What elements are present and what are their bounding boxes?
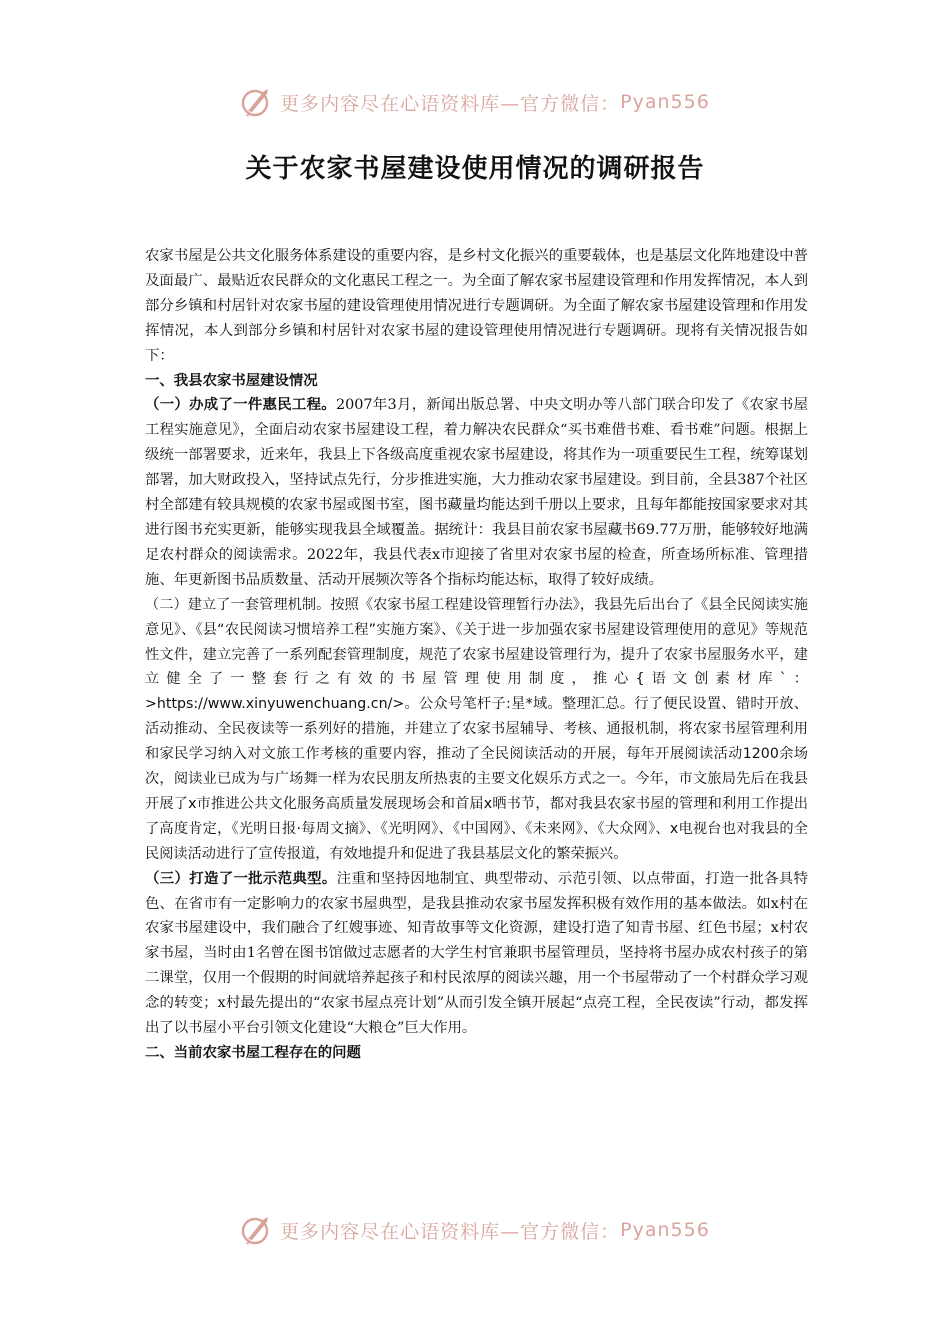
page-title: 关于农家书屋建设使用情况的调研报告 bbox=[245, 154, 705, 184]
section-2-heading: 二、当前农家书屋工程存在的问题 bbox=[145, 1045, 361, 1061]
banner-text: 更多内容尽在心语资料库—官方微信： bbox=[280, 1220, 621, 1243]
intro-paragraph: 农家书屋是公共文化服务体系建设的重要内容，是乡村文化振兴的重要载体，也是基层文化阵地建设中普及面最广、最贴近农民群众的文化惠民工程之一。为全面了解农家书屋建设管理和作用发挥情况，本人到部分乡镇和村居针对农家书屋的建设管理使用情况进行专题调研。为全面了解农家书屋建设管理和作用发挥情况，本人到部分乡镇和村居针对农家书屋的建设管理使用情况进行专题调研。现将有关情况报告如下： bbox=[145, 248, 808, 364]
section-1-heading: 一、我县农家书屋建设情况 bbox=[145, 372, 318, 389]
paragraph-lead: （二）建立了一套管理机制。 bbox=[145, 596, 331, 613]
document-body bbox=[145, 244, 808, 1066]
paragraph-body: 2007年3月，新闻出版总署、中央文明办等八部门联合印发了《农家书屋工程实施意见》，全面启动农家书屋建设工程，着力解决农民群众“买书难借书难、看书难”问题。根据上级统一部署要求，近来年，我县上下各级高度重视农家书屋建设，将其作为一项重要民生工程，统筹谋划部署，加大财政投入，坚持试点先行，分步推进实施，大力推动农家书屋建设。到目前，全县387个社区村全部建有较具规模的农家书屋或图书室，图书藏量均能达到千册以上要求，且每年都能按国家要求对其进行图书充实更新，能够实现我县全域覆盖。据统计：我县目前农家书屋藏书69.77万册，能够较好地满足农村群众的阅读需求。2022年，我县代表x市迎接了省里对农家书屋的检查，所查场所标准、管理措施、年更新图书品质数量、活动开展频次等各个指标均能达标，取得了较好成绩。 bbox=[145, 397, 808, 588]
section-1-paragraph-1 bbox=[145, 393, 808, 592]
header-banner bbox=[0, 82, 950, 122]
paragraph-body: 按照《农家书屋工程建设管理暂行办法》，我县先后出台了《县全民阅读实施意见》、《县“农民阅读习惯培养工程”实施方案》、《关于进一步加强农家书屋建设管理使用的意见》等规范性文件，建立完善了一系列配套管理制度，规范了农家书屋建设管理行为，提升了农家书屋服务水平，建立健全了一整套行之有效的书屋管理使用制度，推心{语文创素材库`：>https://www.xinyuwenchuang.cn/>。公众号笔杆子:星*域。整理汇总。行了便民设置、错时开放、活动推动、全民夜读等一系列好的措施，并建立了农家书屋辅导、考核、通报机制，将农家书屋管理利用和家民学习纳入对文旅工作考核的重要内容，推动了全民阅读活动的开展，每年开展阅读活动1200余场次，阅读业已成为与广场舞一样为农民朋友所热衷的主要文化娱乐方式之一。今年，市文旅局先后在我县开展了x市推进公共文化服务高质量发展现场会和首届x晒书节，都对我县农家书屋的管理和利用工作提出了高度肯定，《光明日报·每周文摘》、《光明网》、《中国网》、《未来网》、《大众网》、x电视台也对我县的全民阅读活动进行了宣传报道，有效地提升和促进了我县基层文化的繁荣振兴。 bbox=[145, 596, 808, 862]
banner-text: 更多内容尽在心语资料库—官方微信： bbox=[280, 92, 621, 115]
quill-pen-circle-icon bbox=[240, 1213, 274, 1247]
footer-banner bbox=[0, 1210, 950, 1250]
paragraph-lead: （一）办成了一件惠民工程。 bbox=[145, 397, 336, 414]
paragraph-body: 注重和坚持因地制宜、典型带动、示范引领、以点带面，打造一批各具特色、在省市有一定影响力的农家书屋典型，是我县推动农家书屋发挥积极有效作用的基本做法。如x村在农家书屋建设中，我们融合了红嫂事迹、知青故事等文化资源，建设打造了知青书屋、红色书屋；x村农家书屋，当时由1名曾在图书馆做过志愿者的大学生村官兼职书屋管理员，坚持将书屋办成农村孩子的第二课堂，仅用一个假期的时间就培养起孩子和村民浓厚的阅读兴趣，用一个书屋带动了一个村群众学习观念的转变；x村最先提出的“农家书屋点亮计划”从而引发全镇开展起“点亮工程，全民夜读”行动，都发挥出了以书屋小平台引领文化建设“大粮仓”巨大作用。 bbox=[145, 870, 808, 1037]
quill-pen-circle-icon bbox=[240, 85, 274, 119]
banner-wechat-id: Pyan556 bbox=[620, 91, 710, 113]
banner-wechat-id: Pyan556 bbox=[620, 1219, 710, 1241]
paragraph-lead: （三）打造了一批示范典型。 bbox=[145, 870, 337, 887]
section-1-paragraph-3 bbox=[145, 867, 808, 1041]
section-1-paragraph-2 bbox=[145, 593, 808, 867]
